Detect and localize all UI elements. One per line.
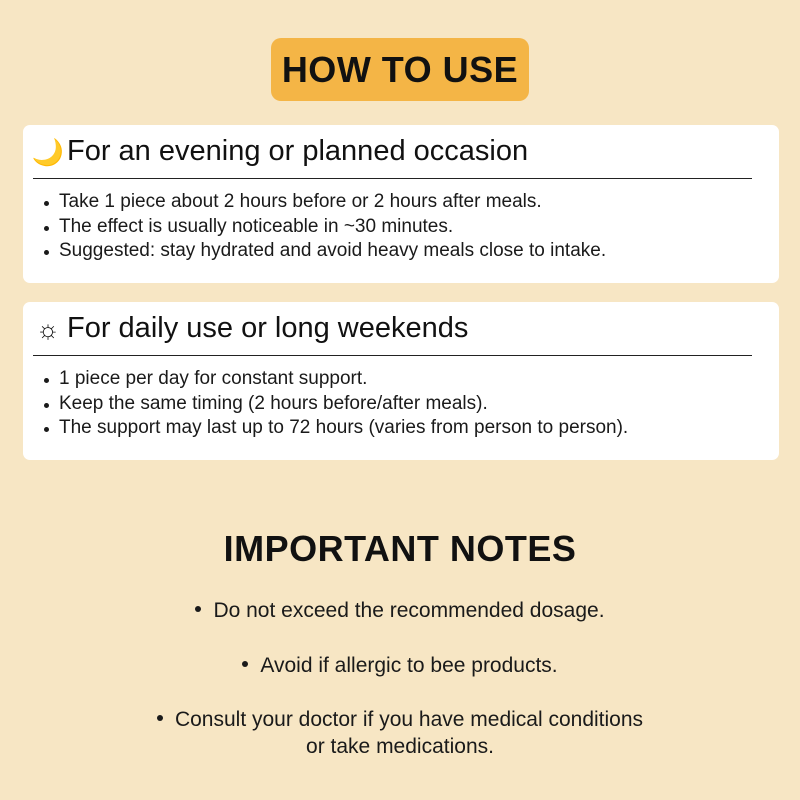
list-item: Suggested: stay hydrated and avoid heavy meals close to intake. [41,239,752,264]
note-item [0,652,800,679]
list-item: Keep the same timing (2 hours before/after meals). [41,392,752,417]
evening-use-header [33,125,752,179]
important-notes-heading: IMPORTANT NOTES [223,528,577,569]
daily-use-card [23,302,779,460]
bullet-dot [195,606,201,612]
note-text: Avoid if allergic to bee products. [260,654,558,677]
sun-icon: ☼ [36,313,60,344]
list-item: The support may last up to 72 hours (varies from person to person). [41,416,752,441]
note-item [0,706,800,760]
how-to-use-heading: HOW TO USE [271,38,529,101]
list-item: 1 piece per day for constant support. [41,367,752,392]
note-item [0,597,800,624]
note-text: Do not exceed the recommended dosage. [213,599,605,622]
note-text: Consult your doctor if you have medical conditions [174,708,644,731]
evening-use-title: For an evening or planned occasion [67,135,529,167]
evening-use-card [23,125,779,283]
bullet-dot [242,661,248,667]
moon-icon: 🌙 [31,136,65,167]
note-text-continuation: or take medications. [306,735,494,758]
bullet-dot [157,715,163,721]
daily-use-list [33,356,752,441]
list-item: Take 1 piece about 2 hours before or 2 hours after meals. [41,190,752,215]
list-item: The effect is usually noticeable in ~30 minutes. [41,215,752,240]
daily-use-header [33,302,752,356]
evening-use-list [33,179,752,264]
daily-use-title: For daily use or long weekends [67,312,469,344]
